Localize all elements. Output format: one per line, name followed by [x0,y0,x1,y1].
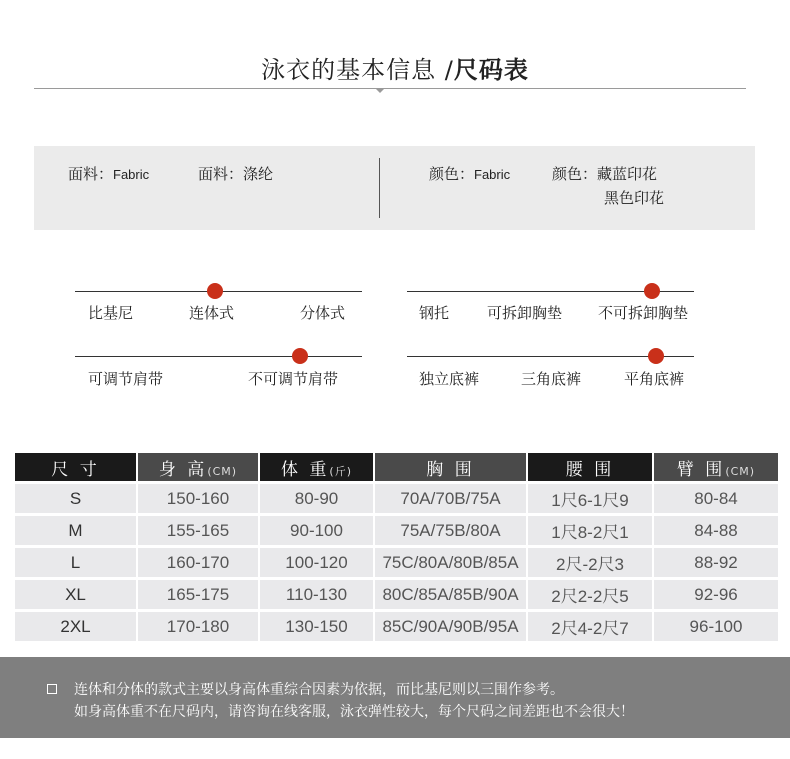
table-row [15,612,778,641]
fabric-label-cn: 面料： [68,165,114,183]
cell-arm: 84-88 [654,516,778,545]
cell-waist: 2尺-2尺3 [528,548,652,577]
header-arm: 臂 围(CM) [654,453,778,481]
color-label [429,162,510,187]
header-height: 身 高(CM) [138,453,258,481]
cell-arm: 96-100 [654,612,778,641]
table-row [15,548,778,577]
cell-size: 2XL [15,612,136,641]
color-value-1: 颜色：藏蓝印花 [552,165,658,183]
size-note-banner [0,657,790,738]
note-line-1: 连体和分体的款式主要以身高体重综合因素为依据，而比基尼则以三围作参考。 [74,682,564,698]
cell-bust: 75A/75B/80A [375,516,526,545]
cell-height: 170-180 [138,612,258,641]
cell-weight: 80-90 [260,484,373,513]
basic-info-panel [34,146,755,230]
cell-waist: 2尺4-2尺7 [528,612,652,641]
size-table [13,450,780,644]
style-selected-dot [207,283,223,299]
cell-height: 155-165 [138,516,258,545]
note-line-2: 如身高体重不在尺码内，请咨询在线客服，泳衣弹性较大，每个尺码之间差距也不会很大！ [74,704,634,720]
strap-selector-line [75,356,362,357]
cell-height: 165-175 [138,580,258,609]
cell-height: 160-170 [138,548,258,577]
fabric-label [68,162,149,187]
bottom-option-boyshort: 平角底裤 [624,370,685,388]
header-weight: 体 重(斤) [260,453,373,481]
color-label-en: Fabric [474,167,511,182]
cell-bust: 75C/80A/80B/85A [375,548,526,577]
table-row [15,580,778,609]
cell-height: 150-160 [138,484,258,513]
bottom-selected-dot [648,348,664,364]
cell-size: S [15,484,136,513]
padding-option-fixed: 不可拆卸胸垫 [598,304,689,322]
cell-size: M [15,516,136,545]
style-option-split: 分体式 [300,304,346,322]
strap-selected-dot [292,348,308,364]
cell-weight: 100-120 [260,548,373,577]
cell-bust: 80C/85A/85B/90A [375,580,526,609]
cell-size: L [15,548,136,577]
bottom-option-triangle: 三角底裤 [521,370,582,388]
color-value-2: 黑色印花 [604,189,665,207]
style-option-bikini: 比基尼 [88,304,134,322]
cell-bust: 85C/90A/90B/95A [375,612,526,641]
table-row [15,484,778,513]
cell-arm: 88-92 [654,548,778,577]
cell-weight: 90-100 [260,516,373,545]
strap-option-fixed: 不可调节肩带 [248,370,339,388]
checkbox-square-icon [47,684,57,694]
style-option-onepiece: 连体式 [189,304,235,322]
fabric-value: 面料：涤纶 [198,165,274,183]
fabric-label-en: Fabric [113,167,150,182]
cell-size: XL [15,580,136,609]
cell-arm: 92-96 [654,580,778,609]
header-bust: 胸 围 [375,453,526,481]
page-title [0,50,790,85]
title-divider [34,88,746,89]
size-table-header [15,453,778,481]
cell-arm: 80-84 [654,484,778,513]
strap-option-adjustable: 可调节肩带 [88,370,164,388]
cell-weight: 130-150 [260,612,373,641]
title-bold: 尺码表 [453,56,529,84]
cell-waist: 1尺8-2尺1 [528,516,652,545]
header-size: 尺 寸 [15,453,136,481]
info-divider [379,158,380,218]
cell-bust: 70A/70B/75A [375,484,526,513]
color-label-cn: 颜色： [429,165,475,183]
cell-waist: 1尺6-1尺9 [528,484,652,513]
title-notch-icon [375,88,385,93]
padding-option-underwire: 钢托 [419,304,450,322]
padding-selected-dot [644,283,660,299]
title-normal: 泳衣的基本信息 / [261,56,454,84]
bottom-option-separate: 独立底裤 [419,370,480,388]
padding-option-removable: 可拆卸胸垫 [487,304,563,322]
cell-waist: 2尺2-2尺5 [528,580,652,609]
cell-weight: 110-130 [260,580,373,609]
table-row [15,516,778,545]
header-waist: 腰 围 [528,453,652,481]
